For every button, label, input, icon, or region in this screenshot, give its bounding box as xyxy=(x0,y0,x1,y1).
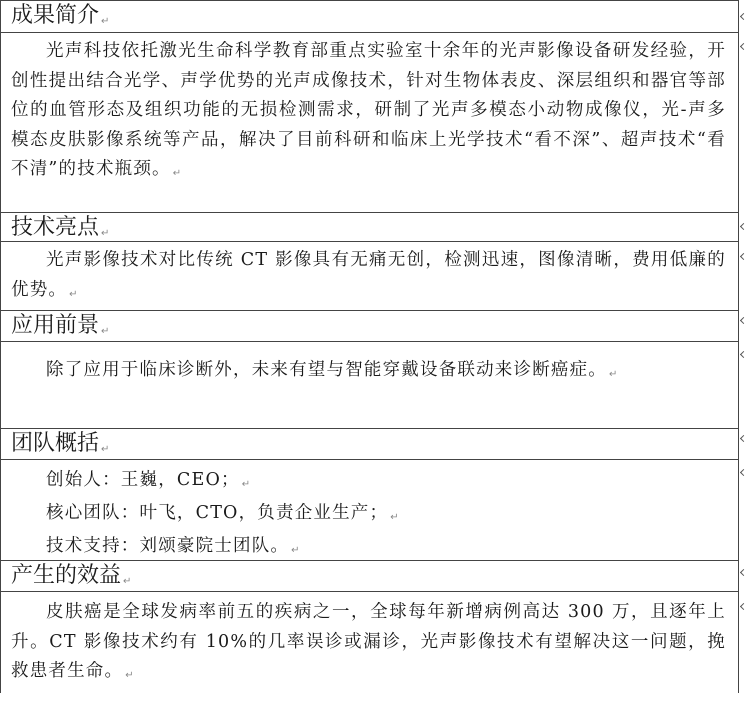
list-item-text: 核心团队：叶飞，CTO，负责企业生产； xyxy=(46,503,389,523)
paragraph-mark-icon: ↵ xyxy=(101,444,110,455)
paragraph-text: 光声科技依托激光生命科学教育部重点实验室十余年的光声影像设备研发经验，开创性提出结合光学、声学优势的光声成像技术，针对生物体表皮、深层组织和器官等部位的血管形态及组织功能的无损检测需求，研制了光声多模态小动物成像仪，光-声多模态皮肤影像系统等产品，解决了目前科研和临床上光学技术“看不深”、超声技术“看不清”的技术瓶颈。 xyxy=(11,41,726,179)
heading-text: 团队概括 xyxy=(11,431,100,456)
paragraph-mark-icon: ↵ xyxy=(241,479,252,490)
paragraph-text: 光声影像技术对比传统 CT 影像具有无痛无创，检测迅速，图像清晰，费用低廉的优势。 xyxy=(11,250,726,300)
paragraph xyxy=(11,37,726,189)
cell-end-marker-icon xyxy=(740,603,747,610)
section-body-prospects xyxy=(1,342,738,428)
list-item xyxy=(11,466,726,499)
paragraph-mark-icon: ↵ xyxy=(291,545,301,556)
section-heading-highlights xyxy=(1,212,738,242)
paragraph-mark-icon: ↵ xyxy=(69,288,79,300)
paragraph-mark-icon: ↵ xyxy=(101,16,110,27)
cell-end-marker-icon xyxy=(740,317,747,324)
heading-text: 应用前景 xyxy=(11,313,100,338)
paragraph xyxy=(11,598,726,691)
paragraph-mark-icon: ↵ xyxy=(125,670,135,681)
cell-end-marker-icon xyxy=(740,569,747,576)
cell-end-marker-icon xyxy=(740,435,747,442)
paragraph-mark-icon: ↵ xyxy=(123,576,132,587)
section-heading-benefits xyxy=(1,560,738,592)
list-item-text: 技术支持：刘颂豪院士团队。 xyxy=(46,536,290,556)
paragraph-mark-icon: ↵ xyxy=(609,369,619,380)
cell-end-marker-icon xyxy=(740,223,747,230)
section-heading-summary xyxy=(1,0,738,33)
cell-end-markers xyxy=(739,0,747,706)
list-item xyxy=(11,499,726,532)
heading-text: 产生的效益 xyxy=(11,563,122,588)
list-item-text: 创始人：王巍，CEO； xyxy=(46,470,240,490)
paragraph-mark-icon: ↵ xyxy=(101,326,110,337)
section-body-benefits xyxy=(1,592,738,693)
section-heading-prospects xyxy=(1,310,738,342)
cell-end-marker-icon xyxy=(740,351,747,358)
section-body-highlights xyxy=(1,242,738,310)
cell-end-marker-icon xyxy=(740,43,747,50)
section-body-summary xyxy=(1,33,738,212)
paragraph-mark-icon: ↵ xyxy=(172,168,183,179)
cell-end-marker-icon xyxy=(740,13,747,20)
section-heading-team xyxy=(1,428,738,460)
paragraph-mark-icon: ↵ xyxy=(101,228,110,239)
list-item xyxy=(11,532,726,560)
heading-text: 技术亮点 xyxy=(11,215,100,240)
paragraph-mark-icon: ↵ xyxy=(390,512,400,523)
paragraph xyxy=(11,356,726,390)
paragraph-text: 皮肤癌是全球发病率前五的疾病之一，全球每年新增病例高达 300 万，且逐年上升。CT 影像技术约有 10%的几率误诊或漏诊，光声影像技术有望解决这一问题，挽救患者生命。 xyxy=(11,602,726,681)
heading-text: 成果简介 xyxy=(11,3,100,28)
paragraph-text: 除了应用于临床诊断外，未来有望与智能穿戴设备联动来诊断癌症。 xyxy=(46,360,607,380)
cell-end-marker-icon xyxy=(740,253,747,260)
section-body-team xyxy=(1,460,738,560)
paragraph xyxy=(11,246,726,309)
cell-end-marker-icon xyxy=(740,469,747,476)
